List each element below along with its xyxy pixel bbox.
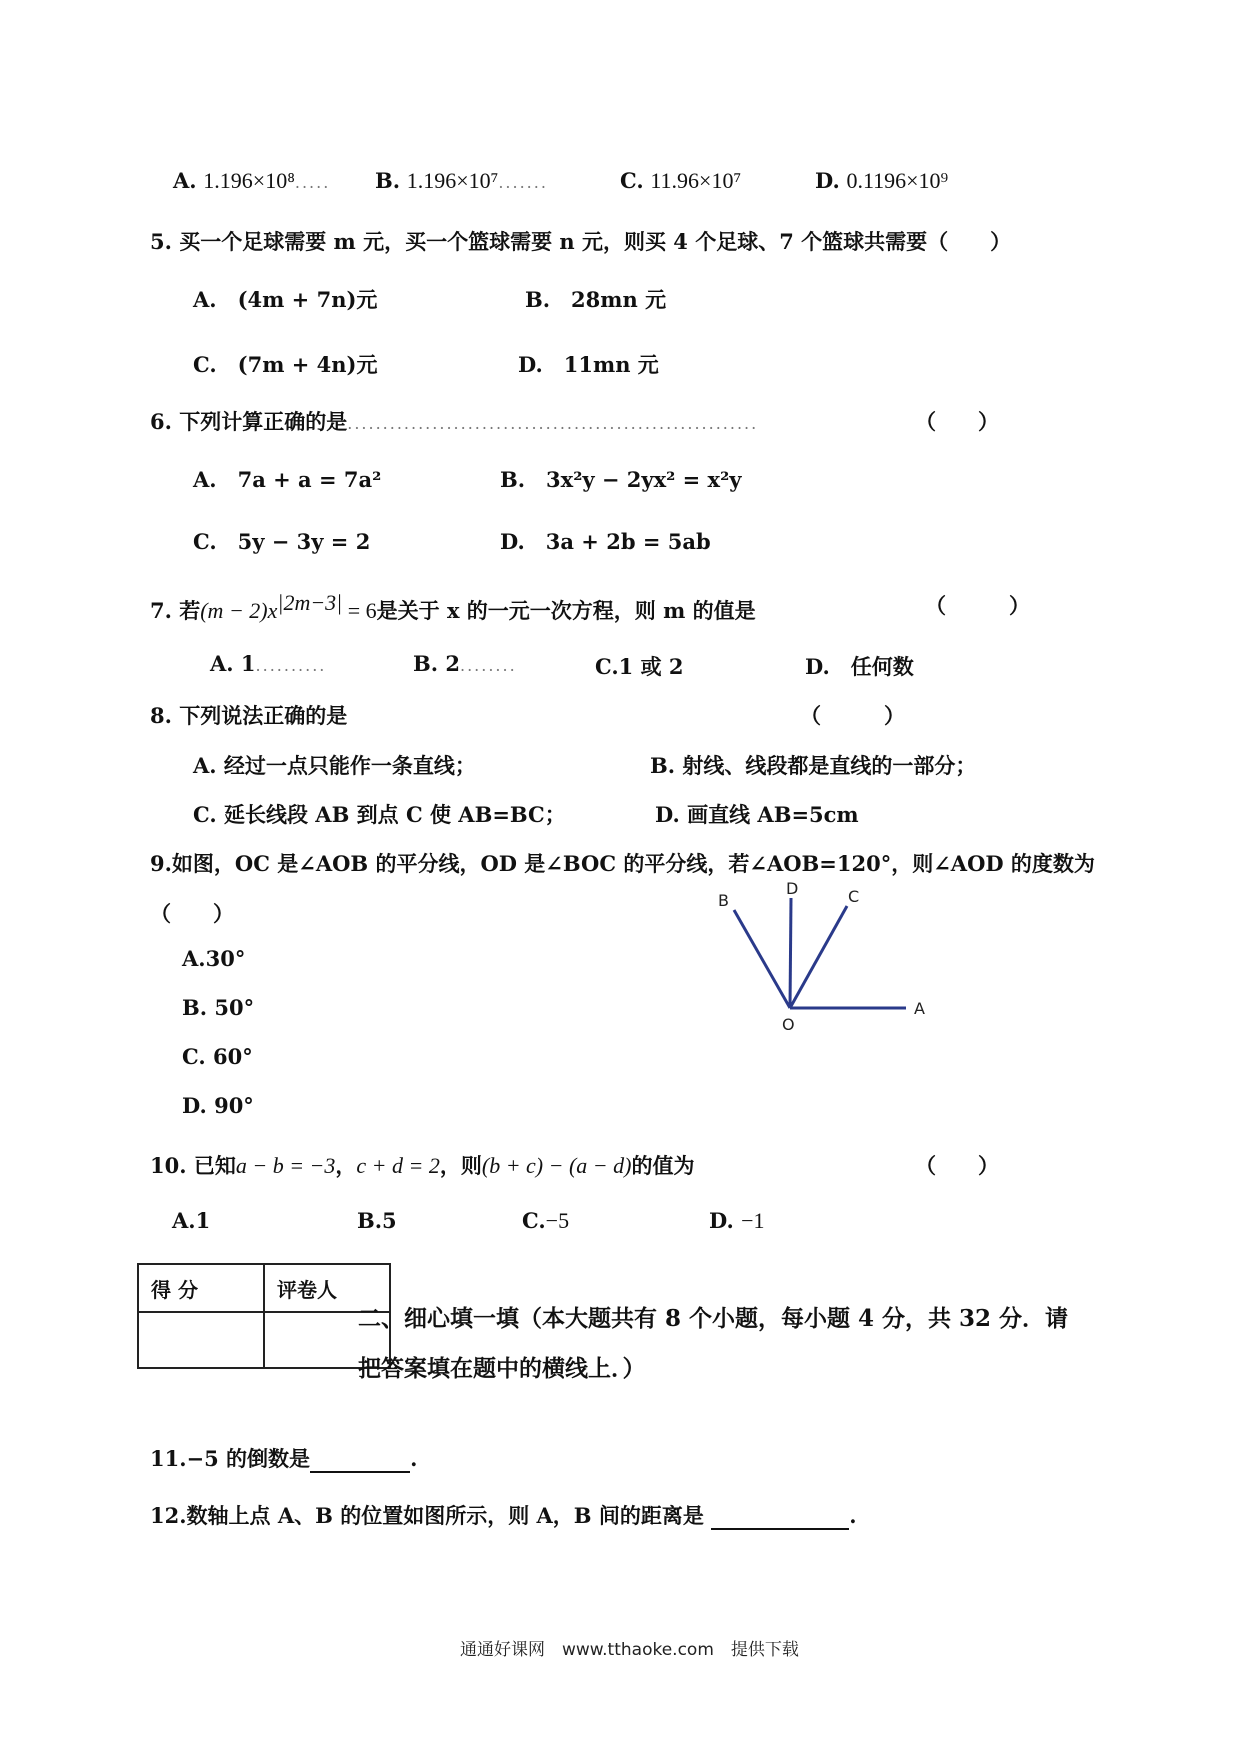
score-header: 得 分 [138,1264,264,1312]
q5-option-b: B. 28mn 元 [525,287,667,312]
q9-option-b: B. 50° [182,995,255,1020]
q8-stem: 8. 下列说法正确的是 [150,703,348,728]
q9-paren: （ ） [150,901,234,926]
q8-option-a: A. 经过一点只能作一条直线； [193,753,476,778]
grader-header: 评卷人 [264,1264,390,1312]
ray-ob [734,910,790,1008]
q6-option-d: D. 3a + 2b = 5ab [500,529,711,554]
q6-paren: （ ） [915,409,999,434]
q6-stem: 6. 下列计算正确的是.......................................................... [150,409,759,434]
q4-option-a: A. 1.196×10⁸..... [173,168,331,193]
label-o: O [782,1015,795,1030]
q8-option-c: C. 延长线段 AB 到点 C 使 AB=BC； [193,802,566,827]
q4-option-b: B. 1.196×10⁷....... [375,168,548,193]
ray-oc [790,906,847,1008]
q10-stem: 10. 已知a − b = −3，c + d = 2，则(b + c) − (a − d)的值为 [150,1153,695,1178]
score-cell[interactable] [138,1312,264,1368]
q7-option-a: A. 1.......... [210,651,327,676]
q7-option-b: B. 2........ [413,651,517,676]
q7-option-c: C.1 或 2 [595,654,684,679]
q8-paren: （ ） [800,703,905,728]
q6-option-c: C. 5y − 3y = 2 [193,529,371,554]
q5-option-a: A. (4m + 7n)元 [193,287,378,312]
q9-option-c: C. 60° [182,1044,253,1069]
score-table [137,1263,391,1369]
q7-stem: 7. 若$(m - 2)x^{|2m-3|} = 6$是关于 x 的一元一次方程，则 m 的值是 [150,590,756,623]
ray-od [790,898,791,1008]
label-c: C [848,887,860,906]
q4-option-c: C. 11.96×10⁷ [620,168,742,193]
label-a: A [914,999,925,1018]
q12-answer-blank[interactable] [711,1503,849,1530]
q11-answer-blank[interactable] [310,1446,410,1473]
section2-title-line1: 二、细心填一填（本大题共有 8 个小题，每小题 4 分，共 32 分．请 [358,1305,1069,1332]
section2-title-line2: 把答案填在题中的横线上．） [358,1355,646,1382]
q7-paren: （ ） [925,593,1030,618]
q9-option-a: A.30° [182,946,246,971]
label-b: B [718,891,729,910]
angle-figure [700,870,940,1030]
label-d: D [786,879,799,898]
q10-paren: （ ） [915,1153,999,1178]
q10-option-a: A.1 [172,1208,211,1233]
q6-option-b: B. 3x²y − 2yx² = x²y [500,467,742,492]
q9-stem: 9.如图，OC 是∠AOB 的平分线，OD 是∠BOC 的平分线，若∠AOB=120°，则∠AOD 的度数为 [150,851,1095,876]
q5-option-d: D. 11mn 元 [518,352,659,377]
q10-option-d: D. −1 [709,1208,765,1233]
q6-option-a: A. 7a + a = 7a² [193,467,382,492]
q10-option-b: B.5 [357,1208,397,1233]
q5-stem: 5. 买一个足球需要 m 元，买一个篮球需要 n 元，则买 4 个足球、7 个篮球共需要（ ） [150,229,1012,254]
q12: 12.数轴上点 A、B 的位置如图所示，则 A，B 间的距离是 . [150,1503,857,1528]
q5-option-c: C. (7m + 4n)元 [193,352,378,377]
q4-option-d: D. 0.1196×10⁹ [815,168,949,193]
q8-option-d: D. 画直线 AB=5cm [655,802,859,827]
q8-option-b: B. 射线、线段都是直线的一部分； [650,753,977,778]
q10-option-c: C.−5 [522,1208,570,1233]
q7-option-d: D. 任何数 [805,654,914,679]
footer-text: 通通好课网 www.tthaoke.com 提供下载 [460,1640,799,1660]
q9-option-d: D. 90° [182,1093,254,1118]
q11: 11.−5 的倒数是 . [150,1446,418,1471]
